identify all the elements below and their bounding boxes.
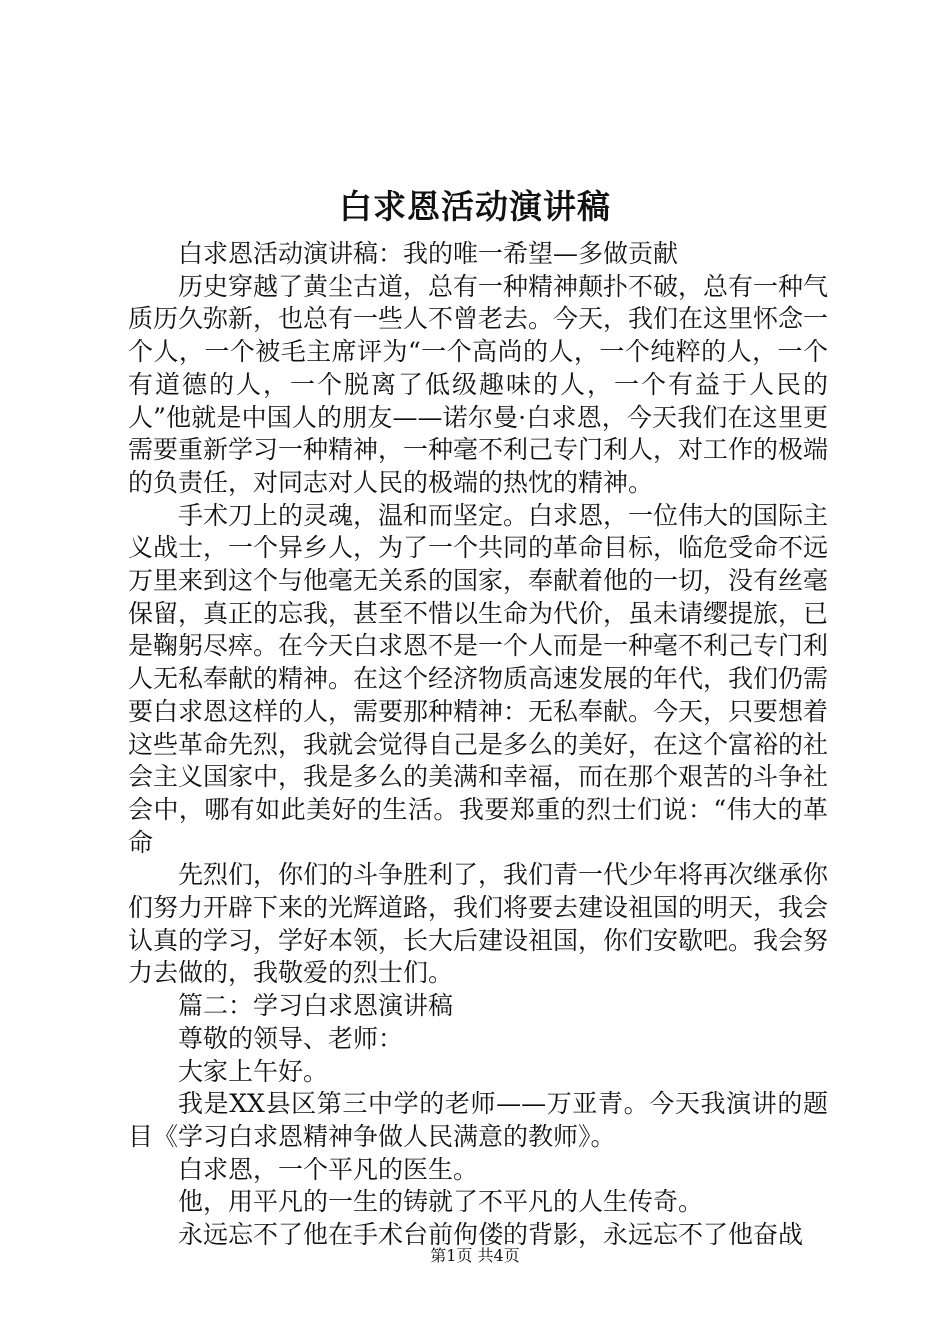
paragraph-salutation: 尊敬的领导、老师： xyxy=(178,1023,404,1053)
paragraph: 手术刀上的灵魂，温和而坚定。白求恩，一位伟大的国际主义战士，一个异乡人，为了一个共同的革命目标，临危受命不远万里来到这个与他毫无关系的国家，奉献着他的一切，没有丝毫保留，真正的忘我，甚至不惜以生命为代价，虽未请缨提旅，已是鞠躬尽瘁。在今天白求恩不是一个人而是一种毫不利己专门利人无私奉献的精神。在这个经济物质高速发展的年代，我们仍需要白求恩这样的人，需要那种精神：无私奉献。今天，只要想着这些革命先烈，我就会觉得自己是多么的美好，在这个富裕的社会主义国家中，我是多么的美满和幸福，而在那个艰苦的斗争社会中，哪有如此美好的生活。我要郑重的烈士们说：“伟大的革命 xyxy=(128,500,829,857)
page-indicator: 第1页 共4页 xyxy=(430,1246,520,1265)
document-body xyxy=(128,238,828,1252)
paragraph: 我是XX县区第三中学的老师——万亚青。今天我演讲的题目《学习白求恩精神争做人民满意的教师》。 xyxy=(128,1089,828,1151)
paragraph: 永远忘不了他在手术台前佝偻的背影，永远忘不了他奋战 xyxy=(178,1220,804,1250)
paragraph: 先烈们，你们的斗争胜利了，我们青一代少年将再次继承你们努力开辟下来的光辉道路，我们将要去建设祖国的明天，我会认真的学习，学好本领，长大后建设祖国，你们安歇吧。我会努力去做的，我敬爱的烈士们。 xyxy=(128,860,829,988)
paragraph: 他，用平凡的一生的铸就了不平凡的人生传奇。 xyxy=(178,1187,704,1217)
paragraph-subtitle: 白求恩活动演讲稿：我的唯一希望—多做贡献 xyxy=(178,239,679,268)
document-title: 白求恩活动演讲稿 xyxy=(339,187,611,226)
paragraph-greeting: 大家上午好。 xyxy=(178,1056,329,1086)
paragraph: 历史穿越了黄尘古道，总有一种精神颠扑不破，总有一种气质历久弥新，也总有一些人不曾老去。今天，我们在这里怀念一个人，一个被毛主席评为“一个高尚的人，一个纯粹的人，一个有道德的人，一个脱离了低级趣味的人，一个有益于人民的人”他就是中国人的朋友——诺尔曼·白求恩，今天我们在这里更需要重新学习一种精神，一种毫不利己专门利人，对工作的极端的负责任，对同志对人民的极端的热忱的精神。 xyxy=(128,271,829,497)
paragraph: 白求恩，一个平凡的医生。 xyxy=(178,1154,479,1184)
section-heading: 篇二：学习白求恩演讲稿 xyxy=(178,991,454,1021)
